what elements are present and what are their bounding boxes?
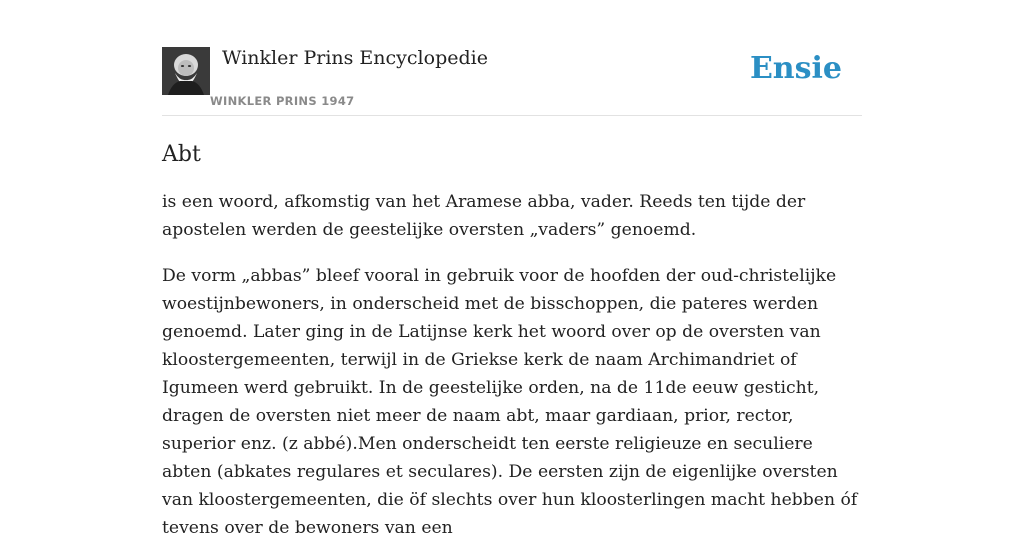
content-column xyxy=(162,0,862,542)
article-title: Abt xyxy=(162,142,201,167)
edition-label: WINKLER PRINS 1947 xyxy=(210,94,355,108)
article-paragraph-2: De vorm „abbas” bleef vooral in gebruik voor de hoofden der oud-christelijke woestijnbewoners, in onderscheid met de bisschoppen, die pateres werden genoemd. Later ging in de Latijnse kerk het woord over op de oversten van kloostergemeenten, terwijl in de Griekse kerk de naam Archimandriet of Igumeen werd gebruikt. In de geestelijke orden, na de 11de eeuw gesticht, dragen de oversten niet meer de naam abt, maar gardiaan, prior, rector, superior enz. (z abbé).Men onderscheidt ten eerste religieuze en seculiere abten (abkates regulares et seculares). De eersten zijn de eigenlijke oversten van kloostergemeenten, die öf slechts over hun kloosterlingen macht hebben óf tevens over de bewoners van een xyxy=(162,266,858,538)
site-header xyxy=(162,0,862,116)
site-title[interactable]: Winkler Prins Encyclopedie xyxy=(222,47,488,69)
author-avatar-icon[interactable] xyxy=(162,47,210,95)
article-paragraph-1: is een woord, afkomstig van het Aramese abba, vader. Reeds ten tijde der apostelen werden de geestelijke oversten „vaders” genoemd. xyxy=(162,192,806,240)
ensie-logo[interactable]: Ensie xyxy=(749,51,842,86)
